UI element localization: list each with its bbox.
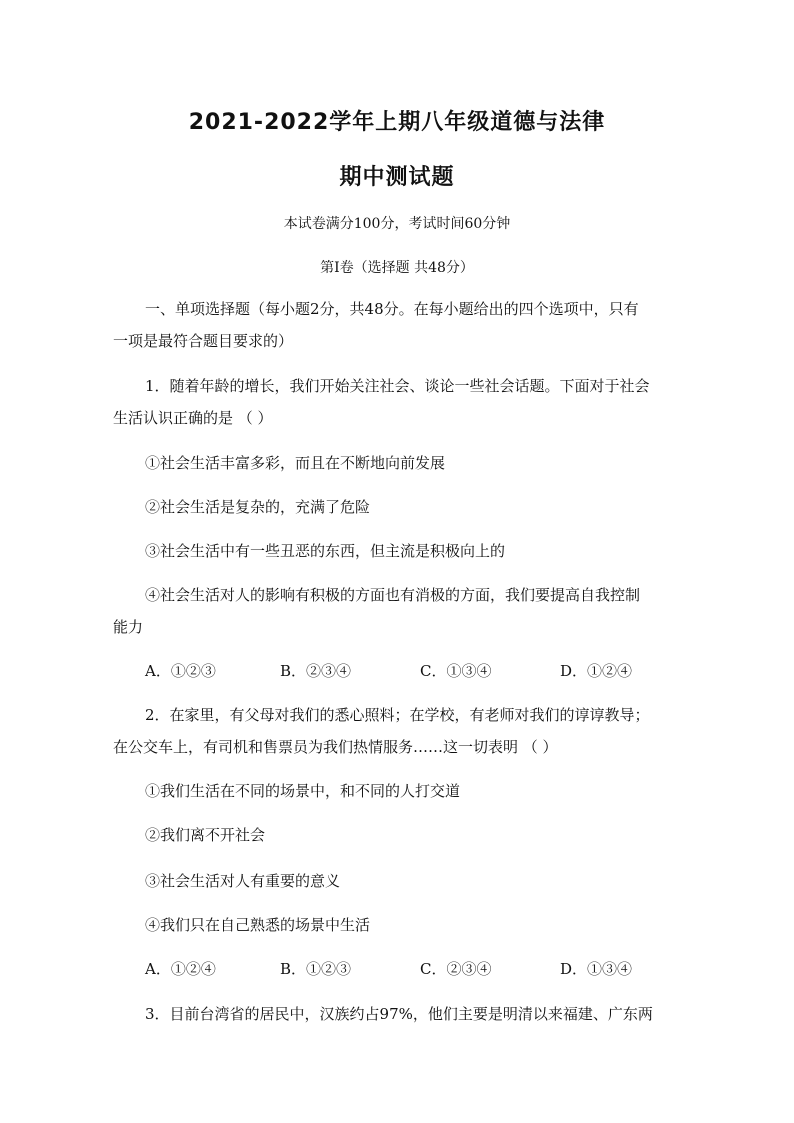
question-1-item-3: ③社会生活中有一些丑恶的东西，但主流是积极向上的 xyxy=(145,542,506,560)
question-3-stem-line1: 3．目前台湾省的居民中，汉族约占97%，他们主要是明清以来福建、广东两 xyxy=(145,1005,653,1023)
question-1-option-c: C．①③④ xyxy=(420,662,492,680)
question-1-option-d: D．①②④ xyxy=(560,662,633,680)
question-1-stem-line2: 生活认识正确的是 （ ） xyxy=(113,409,273,427)
question-2-option-d: D．①③④ xyxy=(560,960,633,978)
question-2-stem-line1: 2．在家里，有父母对我们的悉心照料；在学校，有老师对我们的谆谆教导； xyxy=(145,706,650,724)
question-1-item-1: ①社会生活丰富多彩，而且在不断地向前发展 xyxy=(145,454,446,472)
question-2-option-a: A．①②④ xyxy=(145,960,216,978)
question-2-item-3: ③社会生活对人有重要的意义 xyxy=(145,872,341,890)
question-2-item-4: ④我们只在自己熟悉的场景中生活 xyxy=(145,916,371,934)
question-1-stem-line1: 1．随着年龄的增长，我们开始关注社会、谈论一些社会话题。下面对于社会 xyxy=(145,377,650,395)
volume-heading: 第Ⅰ卷（选择题 共48分） xyxy=(320,260,474,276)
question-1-item-4-cont: 能力 xyxy=(113,618,144,636)
exam-info: 本试卷满分100分，考试时间60分钟 xyxy=(283,216,511,232)
question-2-option-c: C．②③④ xyxy=(420,960,492,978)
question-2-item-1: ①我们生活在不同的场景中，和不同的人打交道 xyxy=(145,782,461,800)
question-2-item-2: ②我们离不开社会 xyxy=(145,826,266,844)
exam-title: 2021-2022学年上期八年级道德与法律 xyxy=(188,110,606,135)
exam-subtitle: 期中测试题 xyxy=(339,165,455,190)
section-instruction-line2: 一项是最符合题目要求的） xyxy=(113,332,294,350)
question-2-option-b: B．①②③ xyxy=(280,960,352,978)
question-1-option-b: B．②③④ xyxy=(280,662,352,680)
question-1-item-4: ④社会生活对人的影响有积极的方面也有消极的方面，我们要提高自我控制 xyxy=(145,586,641,604)
question-1-option-a: A．①②③ xyxy=(145,662,216,680)
question-2-stem-line2: 在公交车上，有司机和售票员为我们热情服务……这一切表明 （ ） xyxy=(113,738,558,756)
section-instruction-line1: 一、单项选择题（每小题2分，共48分。在每小题给出的四个选项中，只有 xyxy=(145,300,639,318)
question-1-item-2: ②社会生活是复杂的，充满了危险 xyxy=(145,498,371,516)
